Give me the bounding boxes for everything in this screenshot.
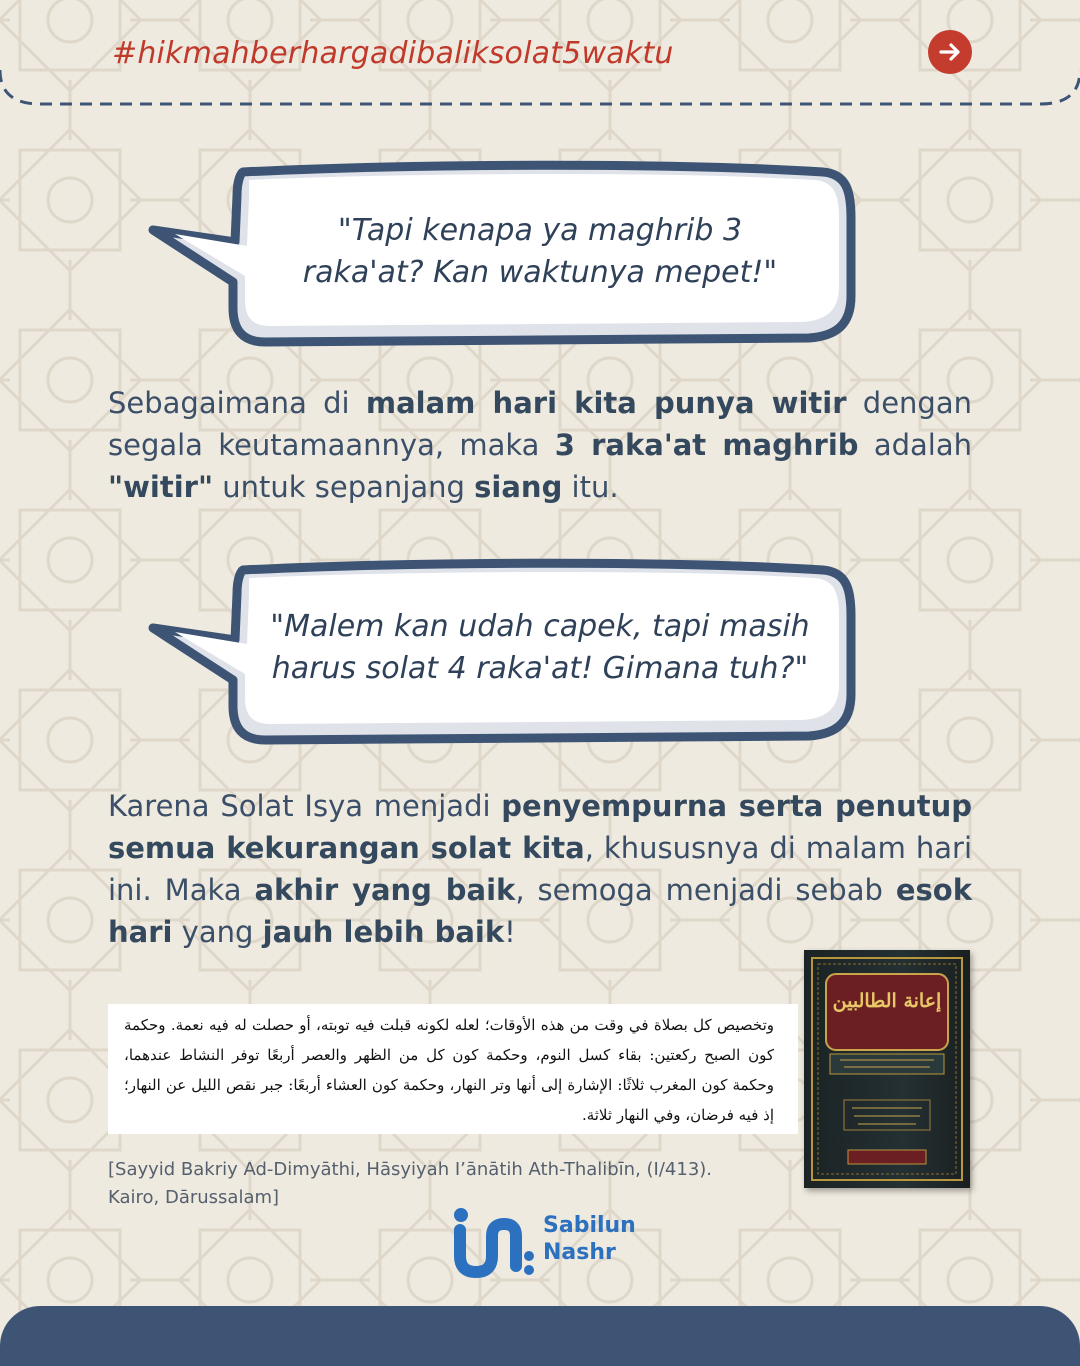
- p1-text-1: Sebagaimana di: [108, 386, 366, 420]
- book-cover-image: [804, 950, 970, 1188]
- p2-bold-2: akhir yang baik: [254, 873, 516, 907]
- p2-bold-3: esok hari: [108, 873, 972, 949]
- speech-bubble-1: [145, 158, 860, 353]
- paragraph-isya: [108, 785, 972, 953]
- logo-line1: Sabilun: [543, 1213, 636, 1238]
- p1-text-5: itu.: [562, 470, 619, 504]
- bubble-2-text: [260, 606, 820, 690]
- arabic-quote-text: وتخصيص كل بصلاة في وقت من هذه الأوقات؛ لعله لكونه قبلت فيه توبته، أو حصلت له فيه نعمة. وحكمة كون الصبح ركعتين: بقاء كسل النوم، وحكمة كون كل من الظهر والعصر أربعًا توفر النشاط عندهما، وحكمة كون المغرب ثلاثًا: الإشارة إلى أنها وتر النهار، وحكمة كون العشاء أربعًا: جبر نقص الليل عن النهار؛ إذ فيه فرضان، وفي النهار ثلاثة.: [124, 1016, 774, 1124]
- p1-text-4: untuk sepanjang: [213, 470, 475, 504]
- logo-text: [543, 1212, 636, 1266]
- p2-text-3: , semoga menjadi sebab: [515, 873, 896, 907]
- p1-text-3: adalah: [858, 428, 972, 462]
- p2-text-1: Karena Solat Isya menjadi: [108, 789, 502, 823]
- paragraph-maghrib: [108, 382, 972, 508]
- bubble-2-line1: "Malem kan udah capek, tapi masih: [270, 609, 810, 644]
- p1-bold-3: "witir": [108, 470, 214, 504]
- book-cover-art: [804, 950, 970, 1188]
- citation-line2: Kairo, Dārussalam]: [108, 1187, 280, 1208]
- hashtag-title: #hikmahberhargadibaliksolat5waktu: [112, 36, 674, 71]
- p1-bold-2: 3 raka'at maghrib: [554, 428, 859, 462]
- p1-bold-4: siang: [474, 470, 563, 504]
- speech-bubble-2: [145, 556, 860, 751]
- footer-bar: [0, 1306, 1080, 1366]
- bubble-1-line2: raka'at? Kan waktunya mepet!": [302, 255, 778, 290]
- citation: [108, 1156, 798, 1212]
- next-button[interactable]: [928, 30, 972, 74]
- bubble-2-line2: harus solat 4 raka'at! Gimana tuh?": [271, 651, 809, 686]
- p2-text-4: yang: [172, 915, 263, 949]
- p2-text-5: !: [504, 915, 516, 949]
- arrow-right-icon: [936, 38, 964, 66]
- arabic-quote-box: [108, 1004, 798, 1134]
- book-title: إعانة الطالبين: [832, 990, 942, 1012]
- logo-line2: Nashr: [543, 1240, 616, 1265]
- citation-line1: [Sayyid Bakriy Ad-Dimyāthi, Hāsyiyah I’ānātih Ath-Thalibīn, (I/413).: [108, 1159, 713, 1180]
- bubble-1-text: [265, 210, 815, 294]
- p2-bold-4: jauh lebih baik: [262, 915, 505, 949]
- p1-bold-1: malam hari kita punya witir: [365, 386, 847, 420]
- sabilun-nashr-logo-icon: [452, 1206, 534, 1278]
- p2-bold-1: penyempurna serta penutup semua kekurangan solat kita: [108, 789, 972, 865]
- bubble-1-line1: "Tapi kenapa ya maghrib 3: [337, 213, 743, 248]
- p2-text-2: , khususnya di malam hari ini. Maka: [108, 831, 973, 907]
- p1-text-2: dengan segala keutamaannya, maka: [108, 386, 972, 462]
